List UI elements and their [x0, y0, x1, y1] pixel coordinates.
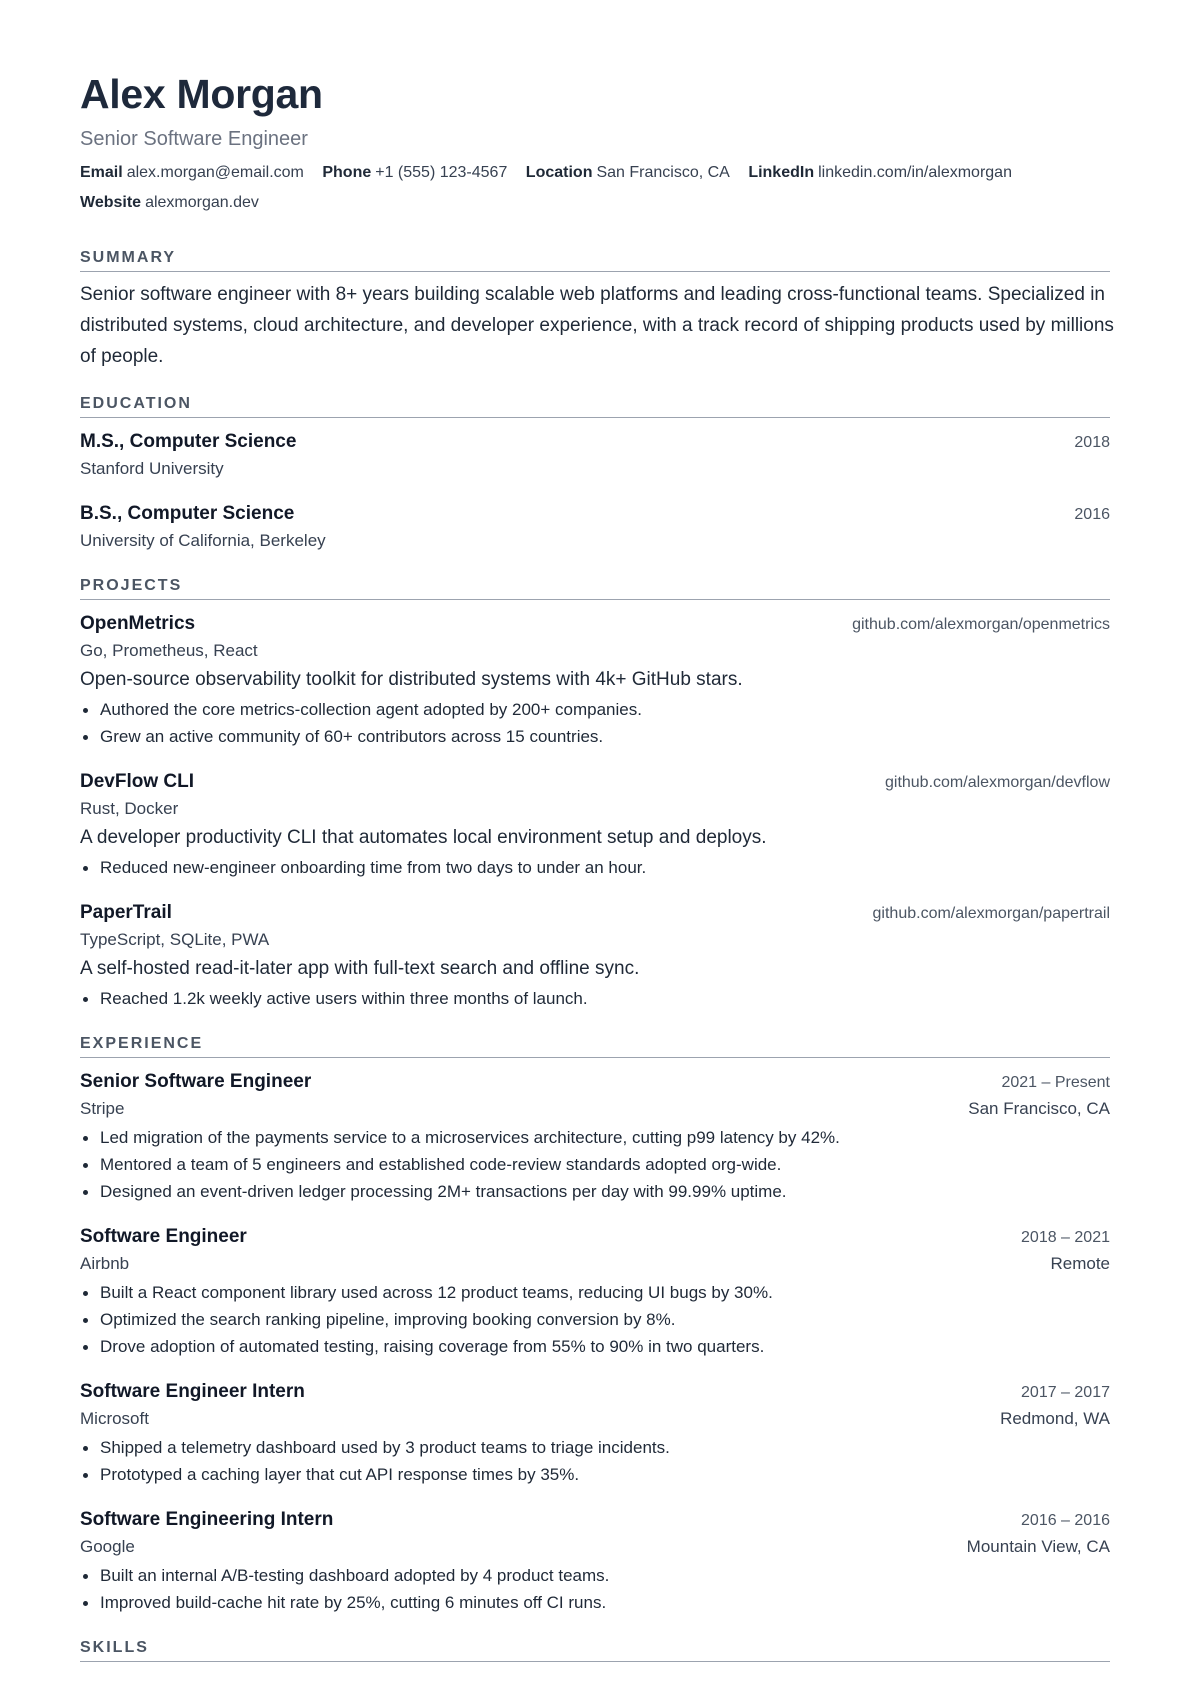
project-description: Open-source observability toolkit for distributed systems with 4k+ GitHub stars. — [80, 669, 743, 690]
project-link[interactable]: github.com/alexmorgan/papertrail — [872, 905, 1110, 922]
bullet-item: Led migration of the payments service to a microservices architecture, cutting p99 latency by 42%. — [80, 1124, 1110, 1151]
project-link[interactable]: github.com/alexmorgan/openmetrics — [852, 616, 1110, 633]
experience-entry — [80, 1506, 1110, 1616]
candidate-role: Senior Software Engineer — [80, 128, 308, 150]
contact-label: Location — [525, 164, 593, 181]
project-tech: TypeScript, SQLite, PWA — [80, 930, 270, 949]
contact-value: +1 (555) 123-4567 — [375, 164, 508, 181]
company-name: Stripe — [80, 1099, 125, 1118]
contact-value: San Francisco, CA — [596, 164, 730, 181]
contact-linkedin — [748, 158, 1012, 188]
contact-website — [80, 188, 259, 218]
bullet-item: Improved build-cache hit rate by 25%, cutting 6 minutes off CI runs. — [80, 1589, 1110, 1616]
education-entry — [80, 428, 1110, 482]
company-name: Airbnb — [80, 1254, 130, 1273]
candidate-name: Alex Morgan — [80, 71, 323, 117]
job-dates: 2017 – 2017 — [1021, 1384, 1110, 1401]
job-dates: 2018 – 2021 — [1021, 1229, 1110, 1246]
bullet-item: Built a React component library used across 12 product teams, reducing UI bugs by 30%. — [80, 1279, 1110, 1306]
contact-phone — [322, 158, 507, 188]
project-entry — [80, 899, 1110, 1012]
contact-value: alexmorgan.dev — [145, 194, 259, 211]
project-bullets — [80, 854, 1110, 881]
bullet-item: Drove adoption of automated testing, raising coverage from 55% to 90% in two quarters. — [80, 1333, 1110, 1360]
project-link[interactable]: github.com/alexmorgan/devflow — [884, 774, 1110, 791]
project-bullets — [80, 985, 1110, 1012]
summary-section — [80, 248, 1114, 372]
job-bullets — [80, 1434, 1110, 1488]
job-location: San Francisco, CA — [968, 1099, 1110, 1118]
experience-entry — [80, 1378, 1110, 1488]
project-bullets — [80, 696, 1110, 750]
contact-value: linkedin.com/in/alexmorgan — [818, 164, 1012, 181]
contact-email — [80, 158, 304, 188]
bullet-item: Built an internal A/B-testing dashboard adopted by 4 product teams. — [80, 1562, 1110, 1589]
job-location: Redmond, WA — [1000, 1409, 1110, 1428]
project-tech: Rust, Docker — [80, 799, 179, 818]
project-entry — [80, 610, 1110, 750]
school-name: University of California, Berkeley — [80, 531, 326, 550]
job-bullets — [80, 1279, 1110, 1360]
contact-location — [526, 158, 730, 188]
project-name: OpenMetrics — [80, 613, 196, 634]
company-name: Microsoft — [80, 1409, 149, 1428]
job-dates: 2021 – Present — [1001, 1074, 1110, 1091]
job-bullets — [80, 1562, 1110, 1616]
contact-label: Phone — [322, 164, 372, 181]
project-entry — [80, 768, 1110, 881]
company-name: Google — [80, 1537, 135, 1556]
bullet-item: Shipped a telemetry dashboard used by 3 product teams to triage incidents. — [80, 1434, 1110, 1461]
experience-entry — [80, 1068, 1110, 1205]
job-bullets — [80, 1124, 1110, 1205]
section-title: SUMMARY — [80, 248, 1110, 272]
section-title: PROJECTS — [80, 576, 1110, 600]
skills-section — [80, 1638, 1110, 1662]
contact-list — [80, 158, 1120, 218]
summary-text: Senior software engineer with 8+ years building scalable web platforms and leading cross-functional teams. Specialized in distributed systems, cloud architecture, and developer experience, with a track record of shipping products used by millions of people. — [80, 284, 1114, 367]
job-location: Remote — [1050, 1254, 1110, 1273]
bullet-item: Grew an active community of 60+ contributors across 15 countries. — [80, 723, 1110, 750]
contact-label: Website — [80, 194, 142, 211]
bullet-item: Reached 1.2k weekly active users within three months of launch. — [80, 985, 1110, 1012]
job-title: Senior Software Engineer — [80, 1071, 312, 1092]
contact-label: LinkedIn — [748, 164, 815, 181]
projects-section — [80, 576, 1110, 1012]
bullet-item: Reduced new-engineer onboarding time from two days to under an hour. — [80, 854, 1110, 881]
job-title: Software Engineering Intern — [80, 1509, 334, 1530]
contact-value: alex.morgan@email.com — [126, 164, 304, 181]
graduation-year: 2018 — [1074, 434, 1110, 451]
education-section — [80, 394, 1110, 554]
bullet-item: Mentored a team of 5 engineers and established code-review standards adopted org-wide. — [80, 1151, 1110, 1178]
degree-title: M.S., Computer Science — [80, 431, 297, 452]
section-title: EXPERIENCE — [80, 1034, 1110, 1058]
job-title: Software Engineer — [80, 1226, 247, 1247]
job-location: Mountain View, CA — [966, 1537, 1110, 1556]
project-tech: Go, Prometheus, React — [80, 641, 258, 660]
project-description: A developer productivity CLI that automates local environment setup and deploys. — [80, 827, 767, 848]
project-description: A self-hosted read-it-later app with full-text search and offline sync. — [80, 958, 640, 979]
job-dates: 2016 – 2016 — [1021, 1512, 1110, 1529]
experience-section — [80, 1034, 1110, 1616]
project-name: PaperTrail — [80, 902, 172, 923]
experience-entry — [80, 1223, 1110, 1360]
bullet-item: Designed an event-driven ledger processing 2M+ transactions per day with 99.99% uptime. — [80, 1178, 1110, 1205]
bullet-item: Optimized the search ranking pipeline, improving booking conversion by 8%. — [80, 1306, 1110, 1333]
education-entry — [80, 500, 1110, 554]
job-title: Software Engineer Intern — [80, 1381, 305, 1402]
school-name: Stanford University — [80, 459, 224, 478]
bullet-item: Prototyped a caching layer that cut API response times by 35%. — [80, 1461, 1110, 1488]
project-name: DevFlow CLI — [80, 771, 195, 792]
contact-label: Email — [80, 164, 123, 181]
resume-header — [80, 70, 1110, 218]
degree-title: B.S., Computer Science — [80, 503, 295, 524]
bullet-item: Authored the core metrics-collection agent adopted by 200+ companies. — [80, 696, 1110, 723]
section-title: SKILLS — [80, 1638, 1110, 1662]
section-title: EDUCATION — [80, 394, 1110, 418]
graduation-year: 2016 — [1074, 506, 1110, 523]
